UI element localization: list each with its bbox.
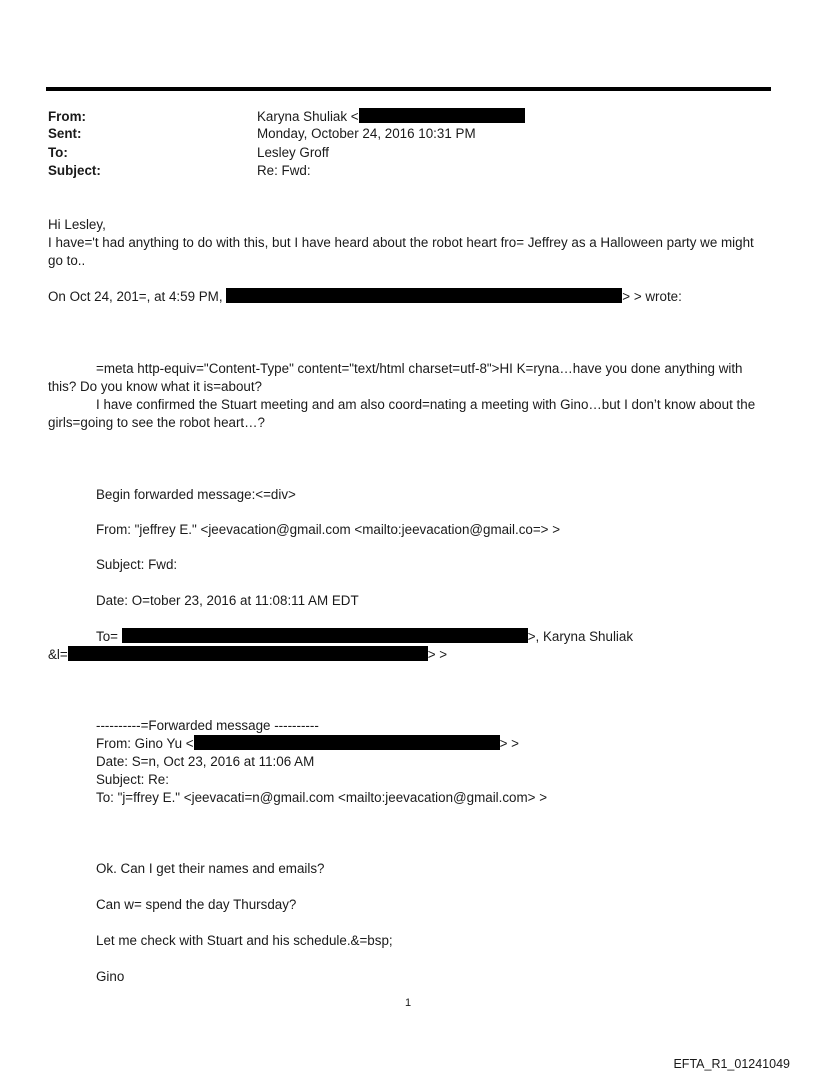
page-number: 1 [404,997,412,1009]
document-id: EFTA_R1_01241049 [673,1057,790,1071]
redaction-bar [194,735,500,750]
to-label: To: [48,145,68,160]
forward-to-cont: &l= > > [48,647,448,662]
meta-line-cont: this? Do you know what it is=about? [48,379,263,394]
meta-line: =meta http-equiv="Content-Type" content="text/html charset=utf-8">HI K=ryna…have you done anything with [96,361,743,376]
reply-line-names: Ok. Can I get their names and emails? [96,861,325,876]
confirm-line-cont: girls=going to see the robot heart…? [48,415,265,430]
redaction-bar [122,628,528,643]
gino-date: Date: S=n, Oct 23, 2016 at 11:06 AM [96,754,315,769]
signoff: Gino [96,969,125,984]
greeting: Hi Lesley, [48,217,106,232]
gino-subject: Subject: Re: [96,772,169,787]
subject-label: Subject: [48,163,101,178]
from-label: From: [48,109,86,124]
redaction-bar [68,646,428,661]
subject-value: Re: Fwd: [257,163,311,178]
gino-to: To: "j=ffrey E." <jeevacati=n@gmail.com <mailto:jeevacation@gmail.com> > [96,790,548,805]
quoted-intro-line: On Oct 24, 201=, at 4:59 PM, > > wrote: [48,289,682,304]
redaction-bar [359,108,525,123]
forward-from: From: "jeffrey E." <jeevacation@gmail.com <mailto:jeevacation@gmail.co=> > [96,522,561,537]
forward-subject: Subject: Fwd: [96,557,178,572]
sent-value: Monday, October 24, 2016 10:31 PM [257,126,476,141]
sent-label: Sent: [48,126,82,141]
begin-forwarded: Begin forwarded message:<=div> [96,487,296,502]
from-value: Karyna Shuliak < [257,108,525,126]
redaction-bar [226,288,622,303]
to-value: Lesley Groff [257,145,329,160]
forward-date: Date: O=tober 23, 2016 at 11:08:11 AM EDT [96,593,359,608]
reply-line-thursday: Can w= spend the day Thursday? [96,897,297,912]
gino-from: From: Gino Yu < > > [96,736,519,751]
body-paragraph: I have='t had anything to do with this, but I have heard about the robot heart fro= Jeffrey as a Halloween party we might go to.. [48,235,754,268]
confirm-line: I have confirmed the Stuart meeting and am also coord=nating a meeting with Gino…but I don’t know about the [96,397,756,412]
forwarded-separator: ----------=Forwarded message ---------- [96,718,319,733]
header-rule [46,87,771,91]
forward-to: To= >, Karyna Shuliak [96,629,634,644]
reply-line-schedule: Let me check with Stuart and his schedule.&=bsp; [96,933,393,948]
